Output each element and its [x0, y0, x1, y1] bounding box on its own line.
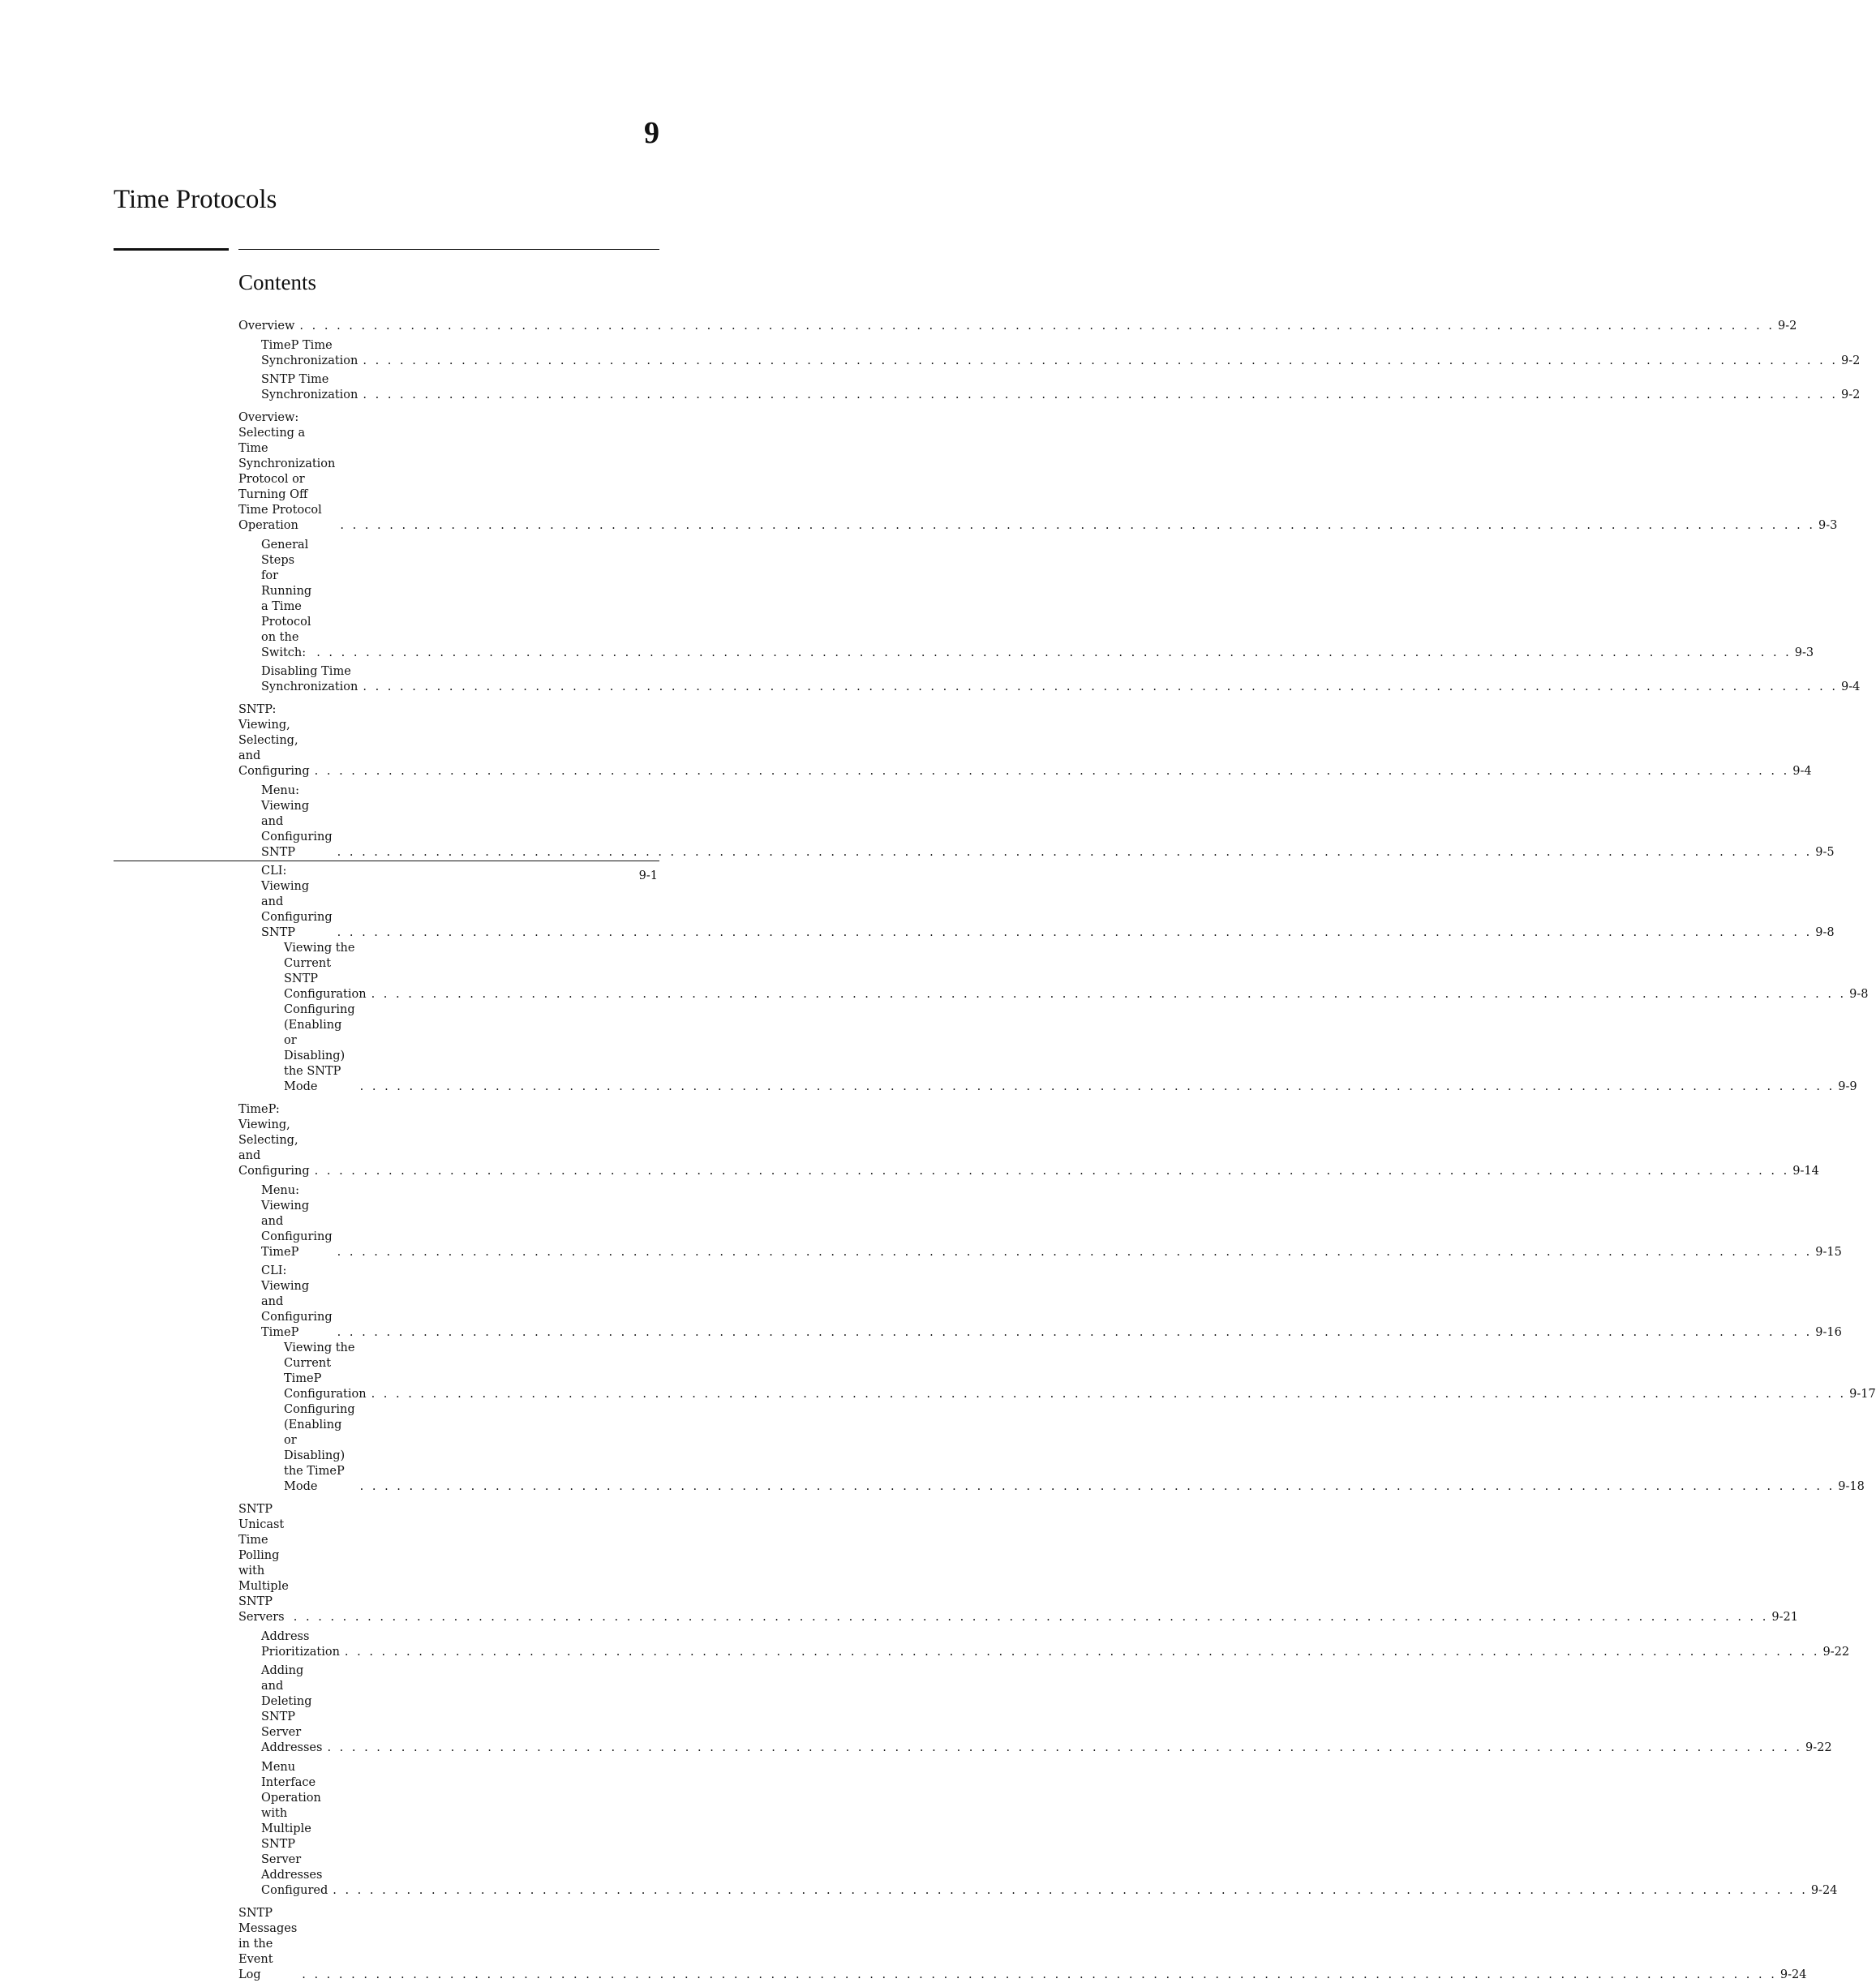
toc-entry-title: CLI: Viewing and Configuring SNTP — [261, 865, 333, 939]
toc-entry[interactable] — [238, 1183, 1842, 1260]
footer-page-number: 9-1 — [638, 869, 658, 882]
toc-entry[interactable] — [238, 1402, 1865, 1495]
toc-entry[interactable] — [238, 538, 1814, 661]
dot-leader: . . . . . . . . . . . . . . . . . . . . . . . . . . . . . . . . . . . . . . . . . . . . . . . . . . . . . . . . . . . . . . . . . . . . . . . . . . . . . . . . . . . . . . . . . . . . . . . . . . . . . . . . . . . . . . . . . . . . . . . . — [340, 519, 1815, 532]
toc-entry-page: 9-16 — [1815, 1326, 1842, 1339]
title-rule-thick — [114, 248, 229, 251]
dot-leader: . . . . . . . . . . . . . . . . . . . . . . . . . . . . . . . . . . . . . . . . . . . . . . . . . . . . . . . . . . . . . . . . . . . . . . . . . . . . . . . . . . . . . . . . . . . . . . . . . . . . . . . . . . . . . . . . . . . . . . . . — [337, 1245, 1813, 1259]
toc-entry-page: 9-24 — [1810, 1883, 1838, 1897]
toc-entry-title: TimeP Time Synchronization — [261, 338, 358, 367]
toc-entry-title: CLI: Viewing and Configuring TimeP — [261, 1264, 333, 1339]
dot-leader: . . . . . . . . . . . . . . . . . . . . . . . . . . . . . . . . . . . . . . . . . . . . . . . . . . . . . . . . . . . . . . . . . . . . . . . . . . . . . . . . . . . . . . . . . . . . . . . . . . . . . . . . . . . . . . . . . . . . . . . . — [314, 765, 1790, 778]
dot-leader: . . . . . . . . . . . . . . . . . . . . . . . . . . . . . . . . . . . . . . . . . . . . . . . . . . . . . . . . . . . . . . . . . . . . . . . . . . . . . . . . . . . . . . . . . . . . . . . . . . . . . . . . . . . . . . . . . . . . . . . . — [316, 646, 1792, 659]
toc-entry-title: Overview: Selecting a Time Synchronization Protocol or Turning Off Time Protocol Operation — [238, 411, 336, 532]
chapter-title: Time Protocols — [114, 185, 277, 214]
toc-entry-page: 9-8 — [1849, 988, 1869, 1001]
toc-entry-title: Disabling Time Synchronization — [261, 665, 358, 693]
toc-entry[interactable] — [238, 1906, 1807, 1983]
toc-entry-page: 9-14 — [1792, 1165, 1819, 1178]
toc-entry[interactable] — [238, 319, 1797, 334]
toc-entry-title: Configuring (Enabling or Disabling) the SNTP Mode — [284, 1003, 355, 1093]
dot-leader: . . . . . . . . . . . . . . . . . . . . . . . . . . . . . . . . . . . . . . . . . . . . . . . . . . . . . . . . . . . . . . . . . . . . . . . . . . . . . . . . . . . . . . . . . . . . . . . . . . . . . . . . . . . . . . . . . . . . . . . . — [337, 845, 1813, 859]
chapter-number: 9 — [644, 116, 659, 150]
toc-entry-page: 9-2 — [1840, 388, 1861, 401]
toc-entry-title: Overview — [238, 320, 295, 333]
toc-entry[interactable] — [238, 1102, 1819, 1179]
toc-entry-page: 9-2 — [1778, 320, 1797, 333]
toc-entry-page: 9-18 — [1838, 1480, 1865, 1493]
toc-entry[interactable] — [238, 1002, 1857, 1095]
toc-entry-title: Address Prioritization — [261, 1629, 340, 1659]
dot-leader: . . . . . . . . . . . . . . . . . . . . . . . . . . . . . . . . . . . . . . . . . . . . . . . . . . . . . . . . . . . . . . . . . . . . . . . . . . . . . . . . . . . . . . . . . . . . . . . . . . . . . . . . . . . . . . . . . . . . . . . . — [371, 988, 1847, 1001]
toc-entry-title: Viewing the Current TimeP Configuration — [284, 1341, 367, 1401]
toc-entry[interactable] — [238, 664, 1861, 695]
toc-entry-page: 9-3 — [1818, 519, 1838, 532]
dot-leader: . . . . . . . . . . . . . . . . . . . . . . . . . . . . . . . . . . . . . . . . . . . . . . . . . . . . . . . . . . . . . . . . . . . . . . . . . . . . . . . . . . . . . . . . . . . . . . . . . . . . . . . . . . . . . . . . . . . . . . . . — [337, 1326, 1813, 1339]
toc-entry-page: 9-24 — [1779, 1968, 1807, 1981]
toc-entry[interactable] — [238, 372, 1861, 403]
toc-entry-page: 9-2 — [1840, 354, 1861, 367]
dot-leader: . . . . . . . . . . . . . . . . . . . . . . . . . . . . . . . . . . . . . . . . . . . . . . . . . . . . . . . . . . . . . . . . . . . . . . . . . . . . . . . . . . . . . . . . . . . . . . . . . . . . . . . . . . . . . . . . . . . . . . . . — [363, 680, 1838, 693]
toc-entry[interactable] — [238, 1264, 1842, 1341]
toc-entry-page: 9-5 — [1815, 845, 1835, 859]
toc-entry[interactable] — [238, 1341, 1876, 1402]
toc-entry-page: 9-4 — [1840, 680, 1861, 693]
toc-entry[interactable] — [238, 941, 1869, 1002]
toc-entry-page: 9-21 — [1771, 1611, 1798, 1624]
toc-entry[interactable] — [238, 1629, 1850, 1660]
toc-entry-page: 9-8 — [1815, 926, 1835, 939]
dot-leader: . . . . . . . . . . . . . . . . . . . . . . . . . . . . . . . . . . . . . . . . . . . . . . . . . . . . . . . . . . . . . . . . . . . . . . . . . . . . . . . . . . . . . . . . . . . . . . . . . . . . . . . . . . . . . . . . . . . . . . . . — [299, 320, 1775, 333]
toc-entry-title: Configuring (Enabling or Disabling) the TimeP Mode — [284, 1403, 355, 1493]
toc-entry-page: 9-17 — [1849, 1388, 1876, 1401]
toc-entry[interactable] — [238, 1502, 1798, 1625]
toc-entry-page: 9-22 — [1805, 1741, 1832, 1754]
toc-entry-title: SNTP: Viewing, Selecting, and Configuring — [238, 703, 310, 778]
toc-entry-title: Menu: Viewing and Configuring TimeP — [261, 1183, 333, 1259]
toc-entry-title: Viewing the Current SNTP Configuration — [284, 942, 367, 1001]
toc-entry-page: 9-22 — [1822, 1645, 1850, 1659]
toc-entry-title: General Steps for Running a Time Protocol on the Switch: — [261, 538, 312, 659]
toc-entry-title: TimeP: Viewing, Selecting, and Configuring — [238, 1103, 310, 1178]
dot-leader: . . . . . . . . . . . . . . . . . . . . . . . . . . . . . . . . . . . . . . . . . . . . . . . . . . . . . . . . . . . . . . . . . . . . . . . . . . . . . . . . . . . . . . . . . . . . . . . . . . . . . . . . . . . . . . . . . . . . . . . . — [363, 388, 1838, 401]
dot-leader: . . . . . . . . . . . . . . . . . . . . . . . . . . . . . . . . . . . . . . . . . . . . . . . . . . . . . . . . . . . . . . . . . . . . . . . . . . . . . . . . . . . . . . . . . . . . . . . . . . . . . . . . . . . . . . . . . . . . . . . . — [363, 354, 1838, 367]
toc-entry[interactable] — [238, 410, 1838, 534]
toc-entry[interactable] — [238, 783, 1835, 861]
toc-entry-page: 9-15 — [1815, 1245, 1842, 1259]
dot-leader: . . . . . . . . . . . . . . . . . . . . . . . . . . . . . . . . . . . . . . . . . . . . . . . . . . . . . . . . . . . . . . . . . . . . . . . . . . . . . . . . . . . . . . . . . . . . . . . . . . . . . . . . . . . . . . . . . . . . . . . . — [333, 1883, 1808, 1897]
toc-entry-title: SNTP Unicast Time Polling with Multiple SNTP Servers — [238, 1503, 289, 1624]
dot-leader: . . . . . . . . . . . . . . . . . . . . . . . . . . . . . . . . . . . . . . . . . . . . . . . . . . . . . . . . . . . . . . . . . . . . . . . . . . . . . . . . . . . . . . . . . . . . . . . . . . . . . . . . . . . . . . . . . . . . . . . . — [359, 1480, 1835, 1493]
toc-entry-title: SNTP Time Synchronization — [261, 373, 358, 401]
dot-leader: . . . . . . . . . . . . . . . . . . . . . . . . . . . . . . . . . . . . . . . . . . . . . . . . . . . . . . . . . . . . . . . . . . . . . . . . . . . . . . . . . . . . . . . . . . . . . . . . . . . . . . . . . . . . . . . . . . . . . . . . — [327, 1741, 1803, 1754]
toc-entry-title: Menu: Viewing and Configuring SNTP — [261, 783, 333, 859]
toc-entry[interactable] — [238, 702, 1812, 779]
toc-entry[interactable] — [238, 864, 1835, 941]
toc-entry[interactable] — [238, 338, 1861, 369]
dot-leader: . . . . . . . . . . . . . . . . . . . . . . . . . . . . . . . . . . . . . . . . . . . . . . . . . . . . . . . . . . . . . . . . . . . . . . . . . . . . . . . . . . . . . . . . . . . . . . . . . . . . . . . . . . . . . . . . . . . . . . . . — [337, 926, 1813, 939]
toc-entry[interactable] — [238, 1760, 1838, 1899]
dot-leader: . . . . . . . . . . . . . . . . . . . . . . . . . . . . . . . . . . . . . . . . . . . . . . . . . . . . . . . . . . . . . . . . . . . . . . . . . . . . . . . . . . . . . . . . . . . . . . . . . . . . . . . . . . . . . . . . . . . . . . . . — [314, 1165, 1790, 1178]
dot-leader: . . . . . . . . . . . . . . . . . . . . . . . . . . . . . . . . . . . . . . . . . . . . . . . . . . . . . . . . . . . . . . . . . . . . . . . . . . . . . . . . . . . . . . . . . . . . . . . . . . . . . . . . . . . . . . . . . . . . . . . . — [302, 1968, 1777, 1981]
toc-entry-title: SNTP Messages in the Event Log — [238, 1906, 298, 1981]
dot-leader: . . . . . . . . . . . . . . . . . . . . . . . . . . . . . . . . . . . . . . . . . . . . . . . . . . . . . . . . . . . . . . . . . . . . . . . . . . . . . . . . . . . . . . . . . . . . . . . . . . . . . . . . . . . . . . . . . . . . . . . . — [344, 1645, 1820, 1659]
dot-leader: . . . . . . . . . . . . . . . . . . . . . . . . . . . . . . . . . . . . . . . . . . . . . . . . . . . . . . . . . . . . . . . . . . . . . . . . . . . . . . . . . . . . . . . . . . . . . . . . . . . . . . . . . . . . . . . . . . . . . . . . — [293, 1611, 1769, 1624]
toc-entry-title: Menu Interface Operation with Multiple SNTP Server Addresses Configured — [261, 1760, 328, 1897]
toc-entry-title: Adding and Deleting SNTP Server Addresses — [261, 1664, 323, 1754]
toc-entry[interactable] — [238, 1663, 1832, 1756]
title-rule-thin — [238, 249, 659, 250]
dot-leader: . . . . . . . . . . . . . . . . . . . . . . . . . . . . . . . . . . . . . . . . . . . . . . . . . . . . . . . . . . . . . . . . . . . . . . . . . . . . . . . . . . . . . . . . . . . . . . . . . . . . . . . . . . . . . . . . . . . . . . . . — [359, 1080, 1835, 1093]
table-of-contents — [238, 319, 1876, 1983]
toc-entry-page: 9-9 — [1838, 1080, 1857, 1093]
toc-entry-page: 9-3 — [1794, 646, 1814, 659]
dot-leader: . . . . . . . . . . . . . . . . . . . . . . . . . . . . . . . . . . . . . . . . . . . . . . . . . . . . . . . . . . . . . . . . . . . . . . . . . . . . . . . . . . . . . . . . . . . . . . . . . . . . . . . . . . . . . . . . . . . . . . . . — [371, 1388, 1847, 1401]
toc-entry-page: 9-4 — [1792, 765, 1812, 778]
contents-heading: Contents — [238, 270, 317, 294]
